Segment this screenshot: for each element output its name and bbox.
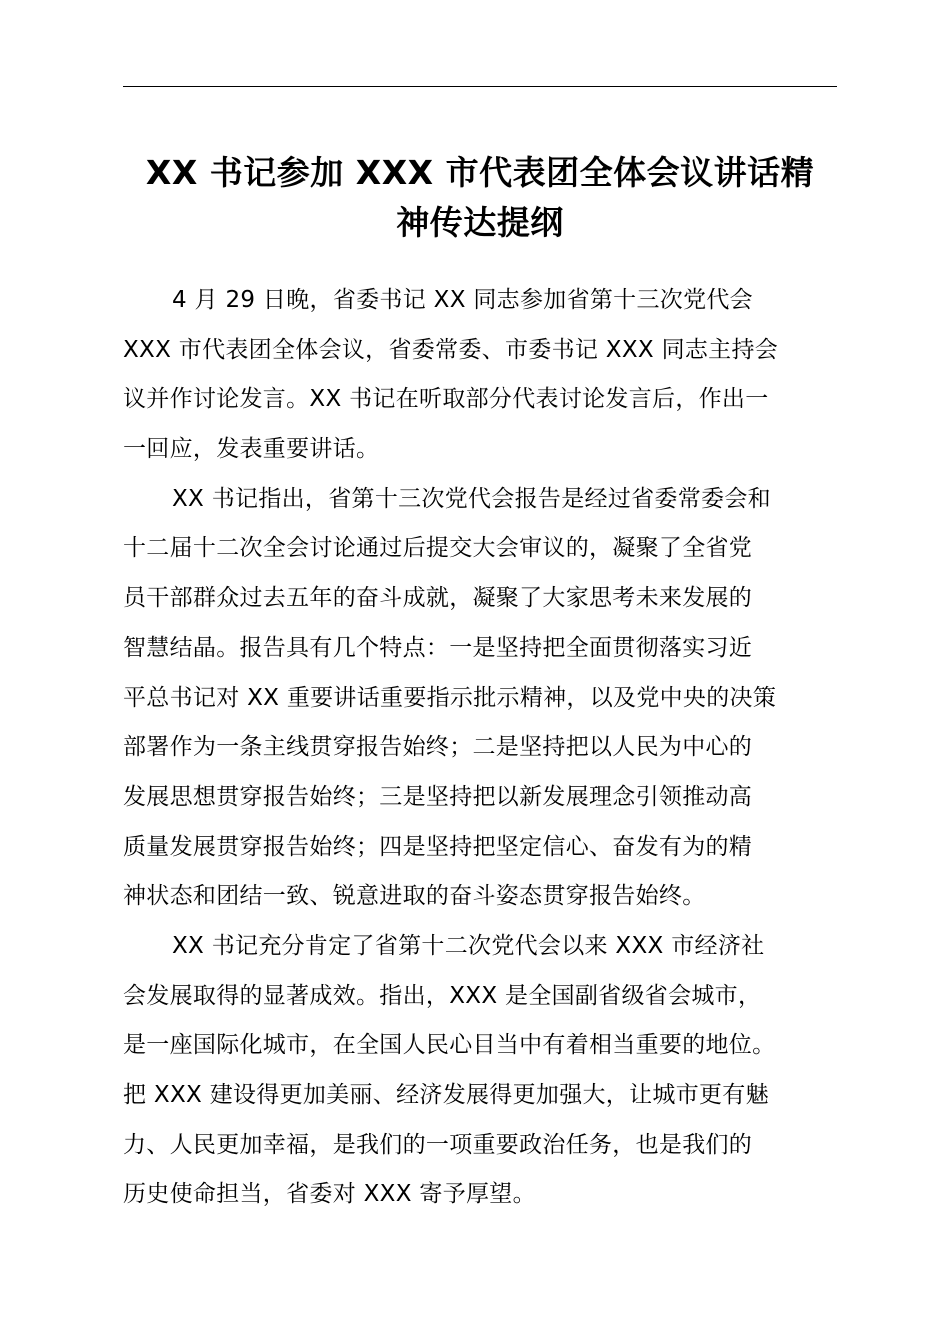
paragraph-1 [123,276,837,475]
document-title [123,148,837,248]
text-line: 神状态和团结一致、锐意进取的奋斗姿态贯穿报告始终。 [123,883,706,910]
text-line: 力、人民更加幸福，是我们的一项重要政治任务，也是我们的 [123,1131,753,1158]
text-line: 员干部群众过去五年的奋斗成就，凝聚了大家思考未来发展的 [123,585,753,612]
text-line: XX 书记指出，省第十三次党代会报告是经过省委常委会和 [172,485,771,512]
text-line: XX 书记充分肯定了省第十二次党代会以来 XXX 市经济社 [172,932,765,959]
text-line: 是一座国际化城市，在全国人民心目当中有着相当重要的地位。 [123,1032,776,1059]
text-line: 智慧结晶。报告具有几个特点：一是坚持把全面贯彻落实习近 [123,634,753,661]
text-line: 发展思想贯穿报告始终；三是坚持把以新发展理念引领推动高 [123,783,753,810]
text-line: XXX 市代表团全体会议，省委常委、市委书记 XXX 同志主持会 [123,336,779,363]
title-line: 神传达提纲 [396,203,564,242]
document-body [123,276,837,1220]
title-line: XX 书记参加 XXX 市代表团全体会议讲话精 [145,153,815,192]
text-line: 质量发展贯穿报告始终；四是坚持把坚定信心、奋发有为的精 [123,833,753,860]
text-line: 平总书记对 XX 重要讲话重要指示批示精神，以及党中央的决策 [123,684,777,711]
paragraph-3 [123,922,837,1220]
header-rule [123,86,837,87]
paragraph-2 [123,475,837,922]
text-line: 议并作讨论发言。XX 书记在听取部分代表讨论发言后，作出一 [123,386,769,413]
text-line: 一回应，发表重要讲话。 [123,436,380,463]
text-line: 4 月 29 日晚，省委书记 XX 同志参加省第十三次党代会 [172,287,753,313]
text-line: 会发展取得的显著成效。指出，XXX 是全国副省级省会城市， [123,982,762,1009]
text-line: 十二届十二次全会讨论通过后提交大会审议的，凝聚了全省党 [123,535,753,562]
text-line: 把 XXX 建设得更加美丽、经济发展得更加强大，让城市更有魅 [123,1082,769,1108]
text-line: 部署作为一条主线贯穿报告始终；二是坚持把以人民为中心的 [123,734,753,761]
text-line: 历史使命担当，省委对 XXX 寄予厚望。 [123,1181,536,1208]
